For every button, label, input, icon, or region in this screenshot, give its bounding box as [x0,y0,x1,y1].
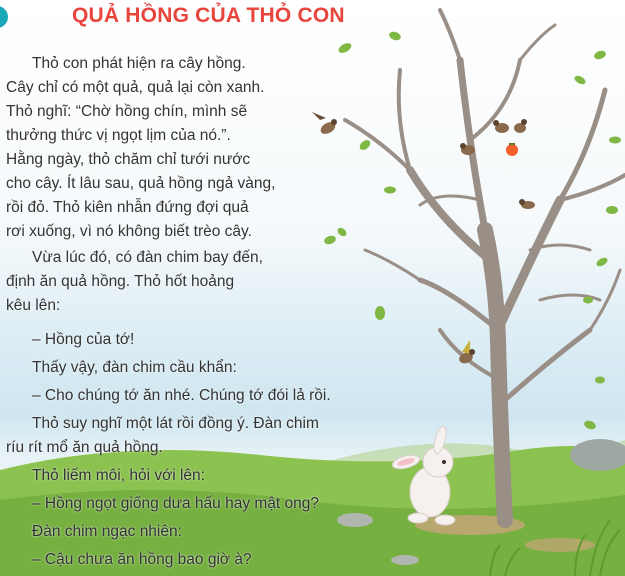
story-line: Thấy vậy, đàn chim cầu khẩn: [32,359,237,376]
story-line: kêu lên: [6,297,61,314]
story-line: Cây chỉ có một quả, quả lại còn xanh. [6,79,265,96]
story-line: rồi đỏ. Thỏ kiên nhẫn đứng đợi quả [6,199,249,216]
story-line: Hằng ngày, thỏ chăm chỉ tưới nước [6,151,251,168]
story-line: Đàn chim ngạc nhiên: [32,523,182,540]
bird [312,112,337,136]
tree-leaves [323,30,621,431]
story-line: – Hồng của tớ! [32,331,135,348]
persimmon-fruit [506,144,518,156]
bird [493,120,509,133]
story-line: – Hồng ngọt giống dưa hấu hay mật ong? [32,495,320,512]
story-title: QUẢ HỒNG CỦA THỎ CON [72,4,345,27]
story-line: – Cậu chưa ăn hồng bao giờ à? [32,551,252,568]
dirt-patch [525,538,595,552]
story-line: rơi xuống, vì nó không biết trèo cây. [6,223,252,240]
story-line: cho cây. Ít lâu sau, quả hồng ngả vàng, [6,175,276,192]
story-line: Thỏ suy nghĩ một lát rồi đồng ý. Đàn chim [32,415,319,432]
story-line: định ăn quả hồng. Thỏ hốt hoảng [6,273,235,290]
story-line: Thỏ liếm môi, hỏi với lên: [32,467,205,484]
story-line: – Cho chúng tớ ăn nhé. Chúng tớ đói lả rồi. [32,387,331,404]
story-line: Thỏ nghĩ: “Chờ hồng chín, mình sẽ [6,103,248,120]
story-line: Vừa lúc đó, có đàn chim bay đến, [32,249,263,266]
bird [514,119,527,133]
rock [391,555,419,565]
story-line: thưởng thức vị ngọt lịm của nó.”. [6,127,231,144]
story-line: ríu rít mổ ăn quả hồng. [6,439,163,456]
bird [519,199,535,209]
story-line: Thỏ con phát hiện ra cây hồng. [32,55,246,72]
rock [337,513,373,527]
